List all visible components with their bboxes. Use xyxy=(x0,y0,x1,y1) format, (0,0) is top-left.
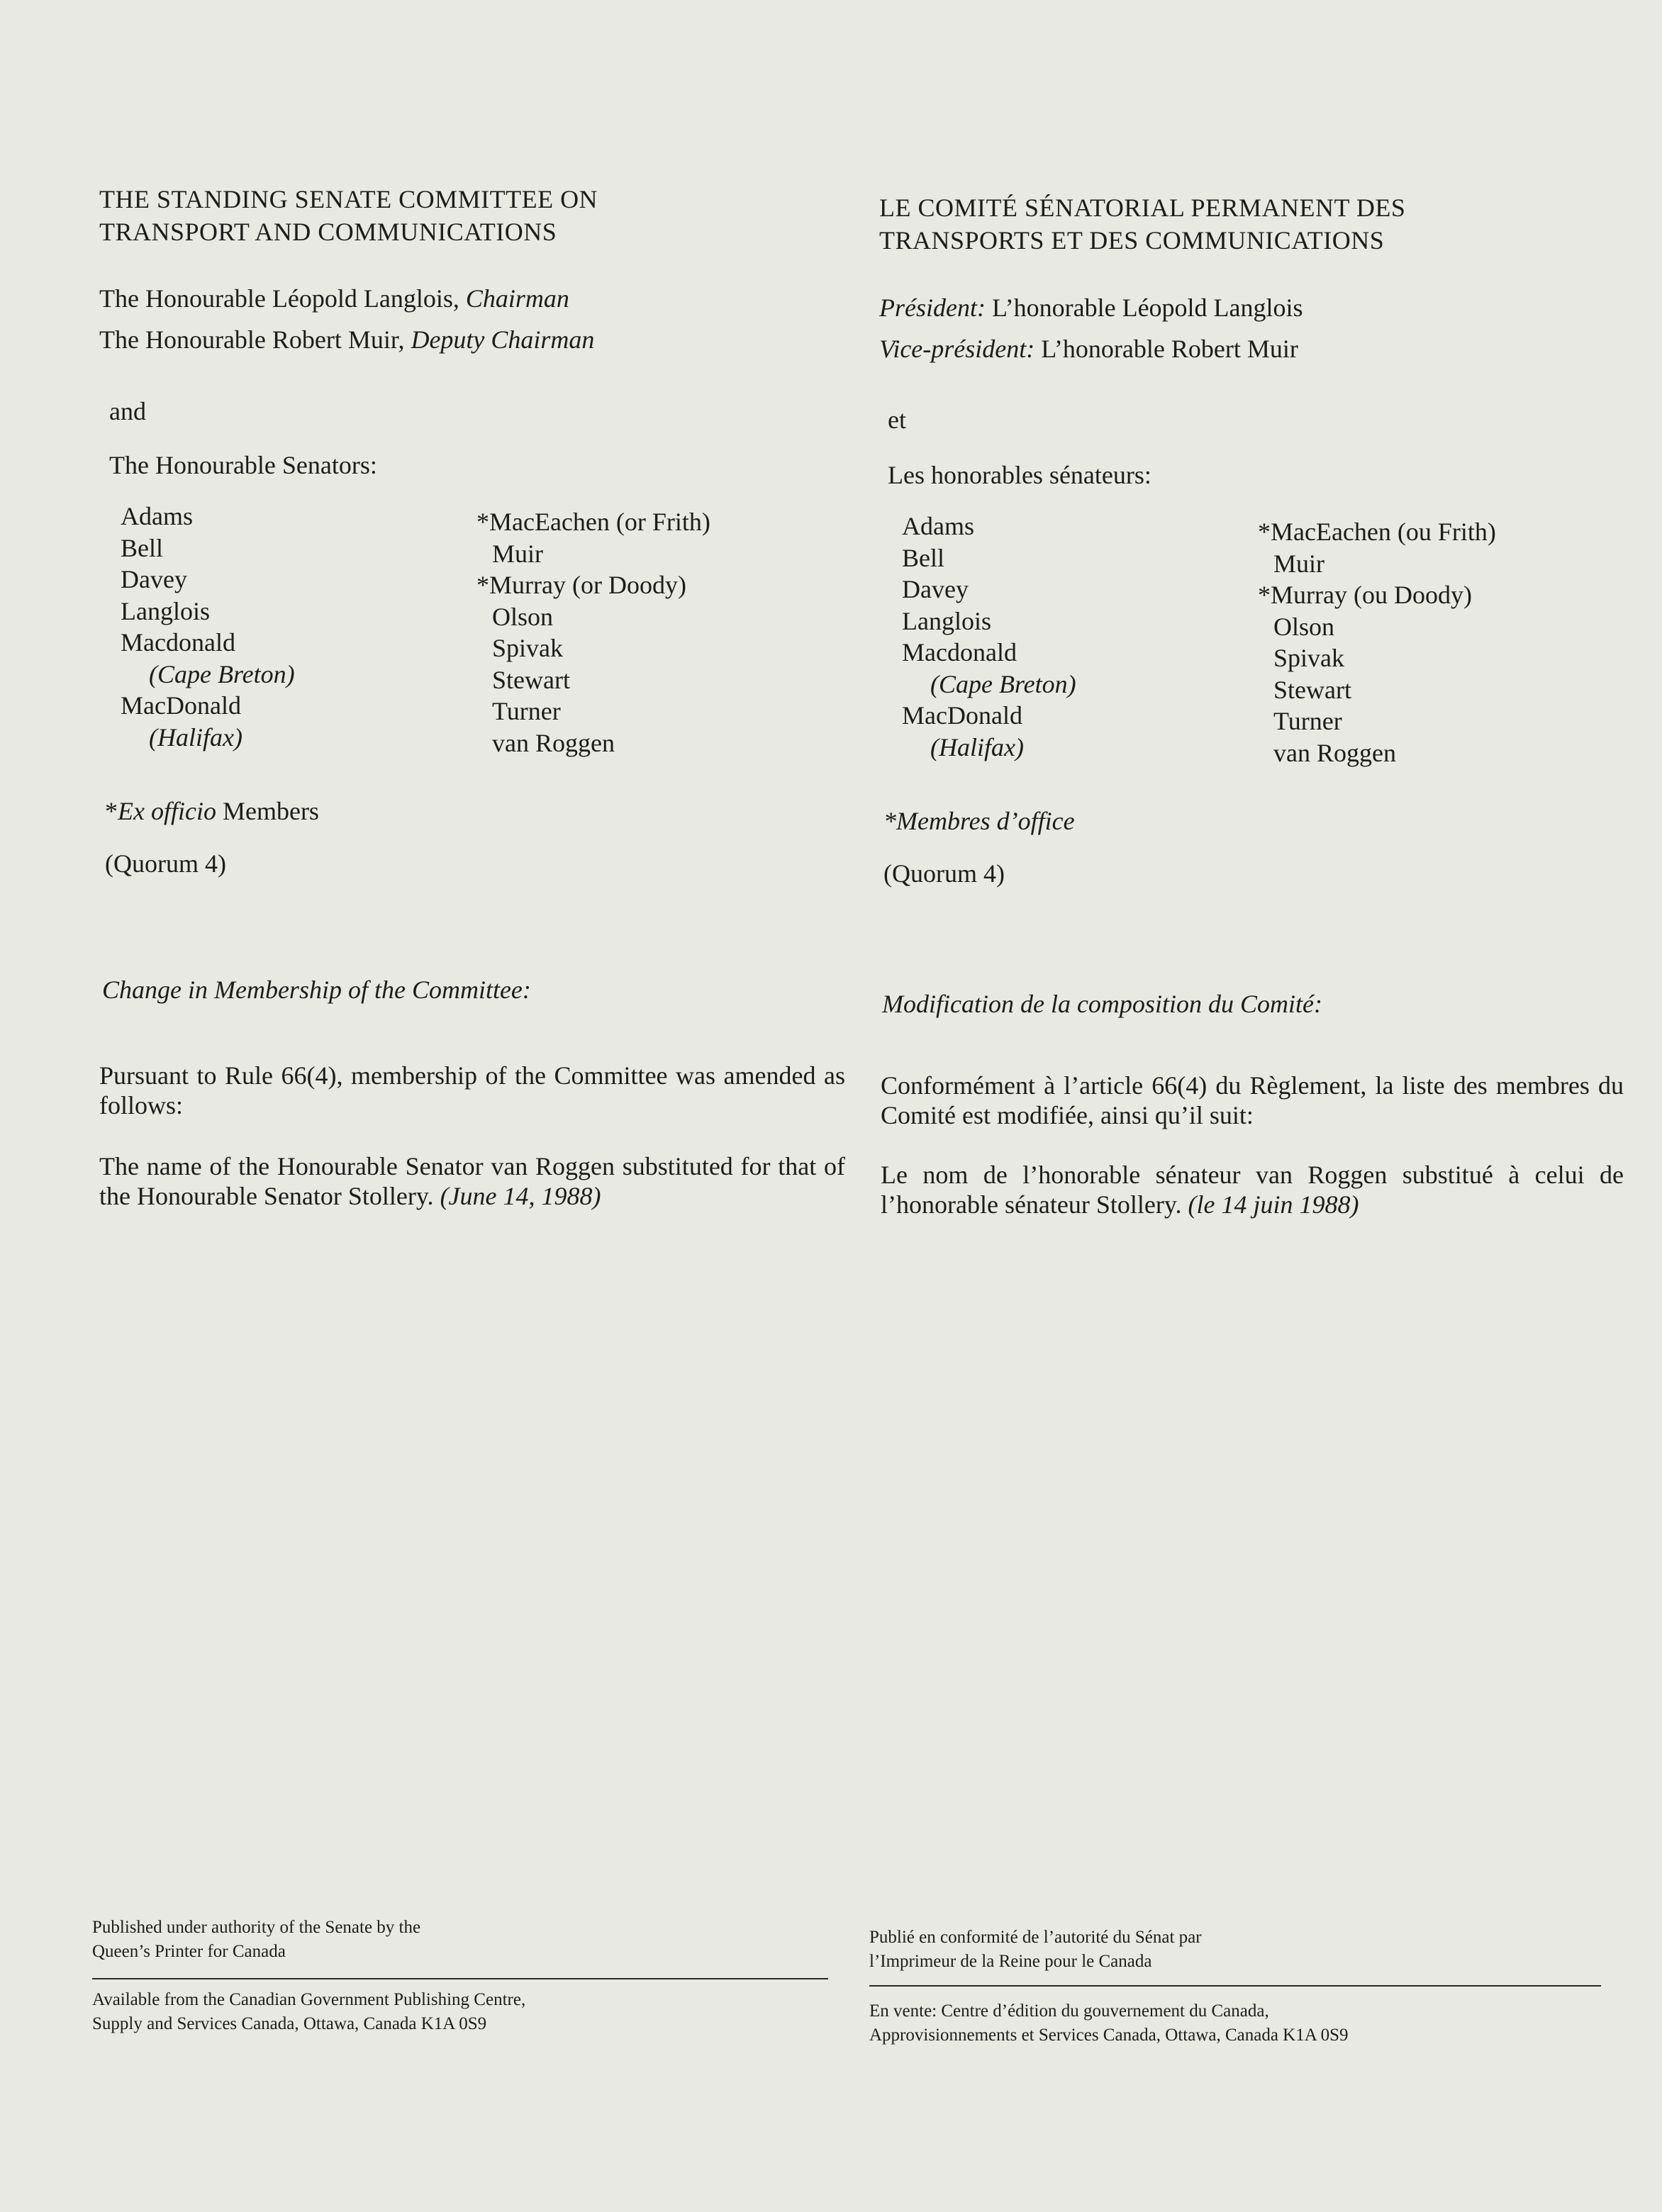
chairman-name: The Honourable Léopold Langlois, xyxy=(99,284,466,313)
change-membership-title: Modification de la composition du Comité: xyxy=(882,990,1322,1018)
available-line-1: Available from the Canadian Government Publishing Centre, xyxy=(92,1990,526,2009)
member-item: Langlois xyxy=(902,606,991,635)
member-item: Olson xyxy=(492,602,554,631)
available-line-1: En vente: Centre d’édition du gouvernement du Canada, xyxy=(869,2001,1269,2021)
senators-label: The Honourable Senators: xyxy=(109,451,377,479)
substitution-paragraph xyxy=(881,1160,1624,1219)
and-text: and xyxy=(109,397,146,425)
english-column xyxy=(92,0,865,2212)
member-item: *Murray (or Doody) xyxy=(476,571,686,599)
heading-line-1: LE COMITÉ SÉNATORIAL PERMANENT DES xyxy=(879,194,1406,222)
available-note xyxy=(869,1999,1349,2048)
and-text: et xyxy=(888,406,906,434)
member-item: Turner xyxy=(492,697,561,725)
members-right-list xyxy=(1258,516,1496,769)
substitution-date: (le 14 juin 1988) xyxy=(1188,1190,1359,1219)
member-item: Davey xyxy=(902,575,969,603)
member-item: Muir xyxy=(1273,549,1324,578)
ex-officio-note: *Membres d’office xyxy=(883,807,1075,835)
member-item: Adams xyxy=(121,502,193,530)
substitution-paragraph xyxy=(99,1151,845,1211)
available-note xyxy=(92,1988,525,2036)
member-item: Adams xyxy=(902,512,974,540)
quorum-text: (Quorum 4) xyxy=(105,849,226,878)
substitution-text: The name of the Honourable Senator van Roggen substituted for that of the Honourable Senator Stollery. xyxy=(99,1152,845,1210)
member-item: Macdonald xyxy=(121,628,235,657)
vice-president-line xyxy=(879,330,1298,367)
substitution-date: (June 14, 1988) xyxy=(440,1182,601,1210)
vice-president-name: L’honorable Robert Muir xyxy=(1034,335,1298,363)
member-item: van Roggen xyxy=(1273,738,1396,767)
pursuant-paragraph: Conformément à l’article 66(4) du Règlement, la liste des membres du Comité est modifiée, ainsi qu’il suit: xyxy=(881,1071,1624,1129)
deputy-chairman-name: The Honourable Robert Muir, xyxy=(99,325,411,354)
member-item: Olson xyxy=(1273,612,1335,641)
senators-label: Les honorables sénateurs: xyxy=(888,461,1151,489)
member-riding: (Halifax) xyxy=(149,722,242,752)
member-item: Turner xyxy=(1273,707,1342,735)
published-line-2: Queen’s Printer for Canada xyxy=(92,1942,286,1961)
change-membership-title: Change in Membership of the Committee: xyxy=(102,976,531,1004)
vice-president-role: Vice-président: xyxy=(879,335,1035,363)
member-riding: (Halifax) xyxy=(930,732,1024,761)
member-item: van Roggen xyxy=(492,728,615,757)
ex-officio-members: Members xyxy=(216,797,319,825)
member-item: Spivak xyxy=(492,634,564,662)
published-line-1: Publié en conformité de l’autorité du Sénat par xyxy=(869,1928,1202,1947)
members-right-list xyxy=(476,506,710,759)
published-note xyxy=(92,1916,420,1964)
member-riding: (Cape Breton) xyxy=(149,659,295,688)
published-line-2: l’Imprimeur de la Reine pour le Canada xyxy=(869,1952,1152,1971)
committee-heading xyxy=(99,183,598,248)
substitution-text: Le nom de l’honorable sénateur van Roggen substitué à celui de l’honorable sénateur Stollery. xyxy=(881,1161,1624,1219)
deputy-chairman-line xyxy=(99,321,594,358)
member-item: Macdonald xyxy=(902,638,1017,666)
member-item: Spivak xyxy=(1273,644,1345,672)
member-item: *MacEachen (or Frith) xyxy=(476,508,710,536)
member-item: Langlois xyxy=(121,596,210,625)
president-name: L’honorable Léopold Langlois xyxy=(985,294,1303,322)
member-item: Bell xyxy=(121,533,163,562)
footer-divider xyxy=(869,1985,1601,1987)
member-item: MacDonald xyxy=(902,701,1022,730)
footer-divider xyxy=(92,1978,828,1979)
member-item: MacDonald xyxy=(121,691,241,720)
quorum-text: (Quorum 4) xyxy=(883,859,1005,888)
member-item: Stewart xyxy=(492,665,570,694)
committee-heading xyxy=(879,191,1405,257)
member-item: *Murray (ou Doody) xyxy=(1258,581,1472,609)
ex-officio-italic: Ex officio xyxy=(118,797,216,825)
published-line-1: Published under authority of the Senate by the xyxy=(92,1918,421,1937)
available-line-2: Approvisionnements et Services Canada, Ottawa, Canada K1A 0S9 xyxy=(869,2026,1349,2045)
heading-line-1: THE STANDING SENATE COMMITTEE ON xyxy=(99,185,598,213)
chairman-line xyxy=(99,280,569,317)
member-item: Davey xyxy=(121,565,187,593)
ex-officio-star: * xyxy=(105,797,118,825)
deputy-chairman-role: Deputy Chairman xyxy=(411,325,595,354)
pursuant-paragraph: Pursuant to Rule 66(4), membership of the Committee was amended as follows: xyxy=(99,1061,845,1119)
member-riding: (Cape Breton) xyxy=(930,669,1076,698)
available-line-2: Supply and Services Canada, Ottawa, Canada K1A 0S9 xyxy=(92,2014,487,2033)
president-role: Président: xyxy=(879,294,986,322)
french-column xyxy=(869,0,1645,2212)
members-left-list xyxy=(121,501,295,753)
chairman-role: Chairman xyxy=(465,284,569,313)
ex-officio-note xyxy=(105,795,319,827)
member-item: Muir xyxy=(492,539,543,568)
heading-line-2: TRANSPORT AND COMMUNICATIONS xyxy=(99,218,557,246)
member-item: Stewart xyxy=(1273,675,1351,704)
president-line xyxy=(879,289,1303,326)
published-note xyxy=(869,1926,1202,1974)
members-left-list xyxy=(902,510,1076,763)
member-item: Bell xyxy=(902,543,944,572)
heading-line-2: TRANSPORTS ET DES COMMUNICATIONS xyxy=(879,226,1385,255)
member-item: *MacEachen (ou Frith) xyxy=(1258,518,1496,546)
